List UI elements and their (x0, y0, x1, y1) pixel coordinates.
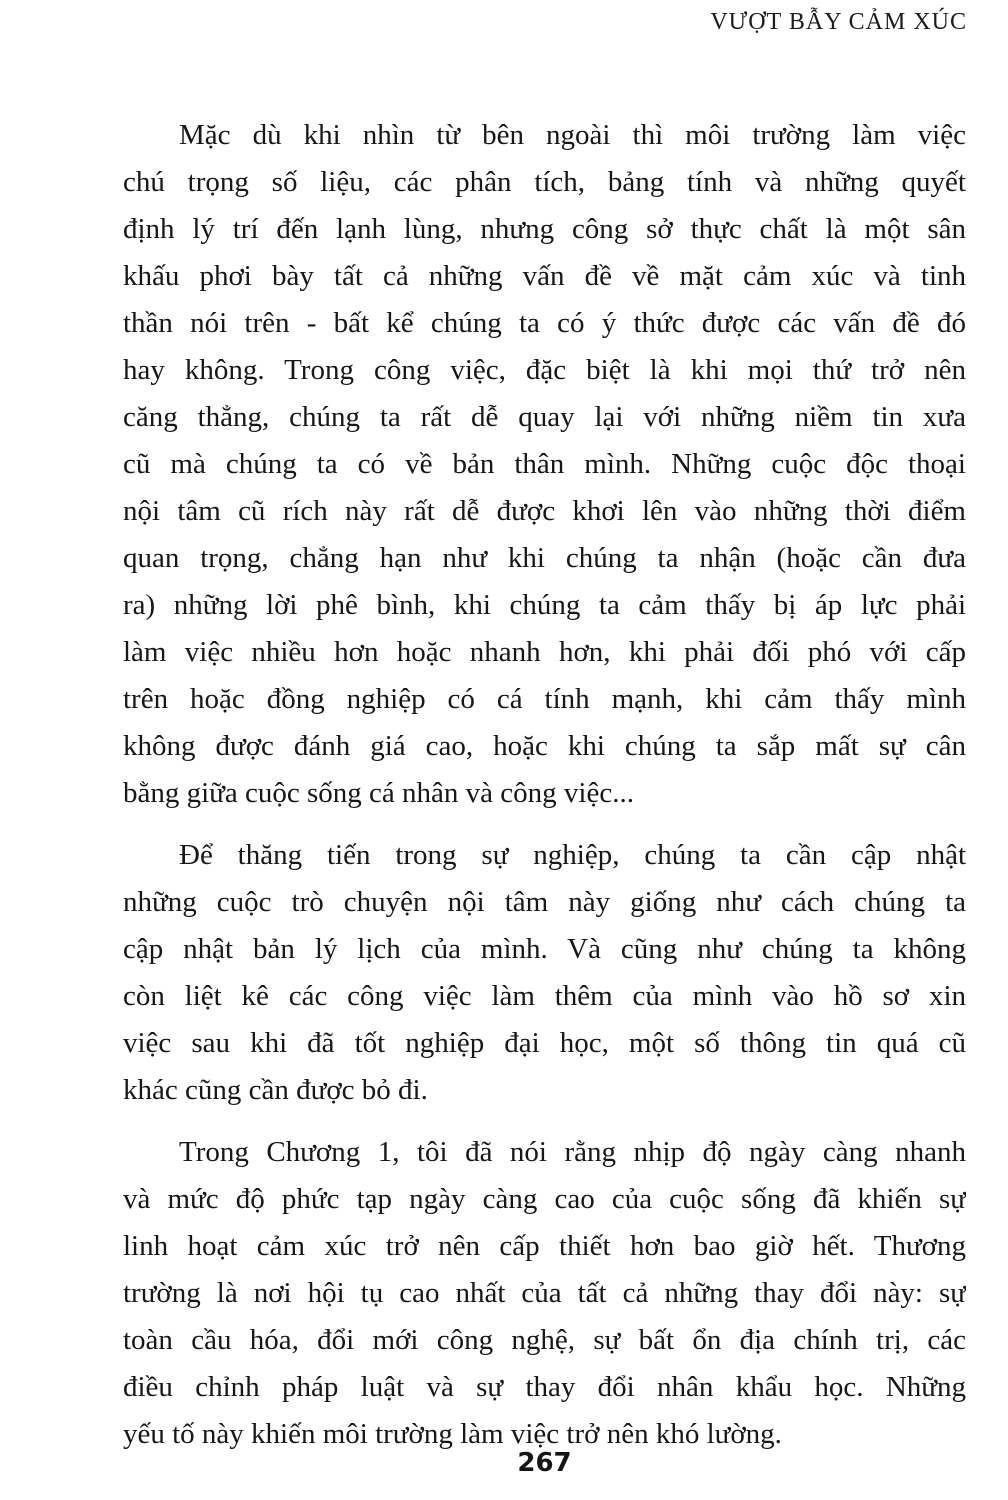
page-number: 267 (517, 1448, 572, 1478)
text-line: trên hoặc đồng nghiệp có cá tính mạnh, khi cảm thấy mình (123, 683, 966, 715)
text-line: yếu tố này khiến môi trường làm việc trở nên khó lường. (123, 1418, 782, 1450)
text-line: thần nói trên - bất kể chúng ta có ý thức được các vấn đề đó (123, 307, 966, 339)
text-line: cũ mà chúng ta có về bản thân mình. Những cuộc độc thoại (123, 448, 966, 480)
text-line: điều chỉnh pháp luật và sự thay đổi nhân khẩu học. Những (123, 1371, 966, 1403)
text-line: ra) những lời phê bình, khi chúng ta cảm thấy bị áp lực phải (123, 589, 966, 621)
text-line: bằng giữa cuộc sống cá nhân và công việc... (123, 777, 634, 809)
text-line: quan trọng, chẳng hạn như khi chúng ta nhận (hoặc cần đưa (123, 542, 966, 574)
text-line: khác cũng cần được bỏ đi. (123, 1074, 428, 1106)
text-line: nội tâm cũ rích này rất dễ được khơi lên vào những thời điểm (123, 495, 966, 527)
paragraph (123, 832, 966, 1114)
text-line: cập nhật bản lý lịch của mình. Và cũng như chúng ta không (123, 933, 966, 965)
text-line: chú trọng số liệu, các phân tích, bảng tính và những quyết (123, 166, 966, 198)
text-line: còn liệt kê các công việc làm thêm của mình vào hồ sơ xin (123, 980, 966, 1012)
text-line: toàn cầu hóa, đổi mới công nghệ, sự bất ổn địa chính trị, các (123, 1324, 966, 1356)
body-text (123, 112, 966, 1473)
text-line: không được đánh giá cao, hoặc khi chúng ta sắp mất sự cân (123, 730, 966, 762)
paragraph (123, 112, 966, 817)
text-line: làm việc nhiều hơn hoặc nhanh hơn, khi phải đối phó với cấp (123, 636, 966, 668)
paragraph (123, 1129, 966, 1458)
text-line: Để thăng tiến trong sự nghiệp, chúng ta cần cập nhật (179, 839, 966, 871)
text-line: Trong Chương 1, tôi đã nói rằng nhịp độ ngày càng nhanh (179, 1136, 966, 1168)
text-line: những cuộc trò chuyện nội tâm này giống như cách chúng ta (123, 886, 966, 918)
text-line: căng thẳng, chúng ta rất dễ quay lại với những niềm tin xưa (123, 401, 966, 433)
text-line: việc sau khi đã tốt nghiệp đại học, một số thông tin quá cũ (123, 1027, 966, 1059)
text-line: trường là nơi hội tụ cao nhất của tất cả những thay đổi này: sự (123, 1277, 966, 1309)
text-line: linh hoạt cảm xúc trở nên cấp thiết hơn bao giờ hết. Thương (123, 1230, 966, 1262)
text-line: hay không. Trong công việc, đặc biệt là khi mọi thứ trở nên (123, 354, 966, 386)
text-line: định lý trí đến lạnh lùng, nhưng công sở thực chất là một sân (123, 213, 966, 245)
text-line: Mặc dù khi nhìn từ bên ngoài thì môi trường làm việc (179, 119, 966, 151)
running-header: VƯỢT BẪY CẢM XÚC (710, 9, 967, 35)
text-line: và mức độ phức tạp ngày càng cao của cuộc sống đã khiến sự (123, 1183, 966, 1215)
text-line: khấu phơi bày tất cả những vấn đề về mặt cảm xúc và tinh (123, 260, 966, 292)
